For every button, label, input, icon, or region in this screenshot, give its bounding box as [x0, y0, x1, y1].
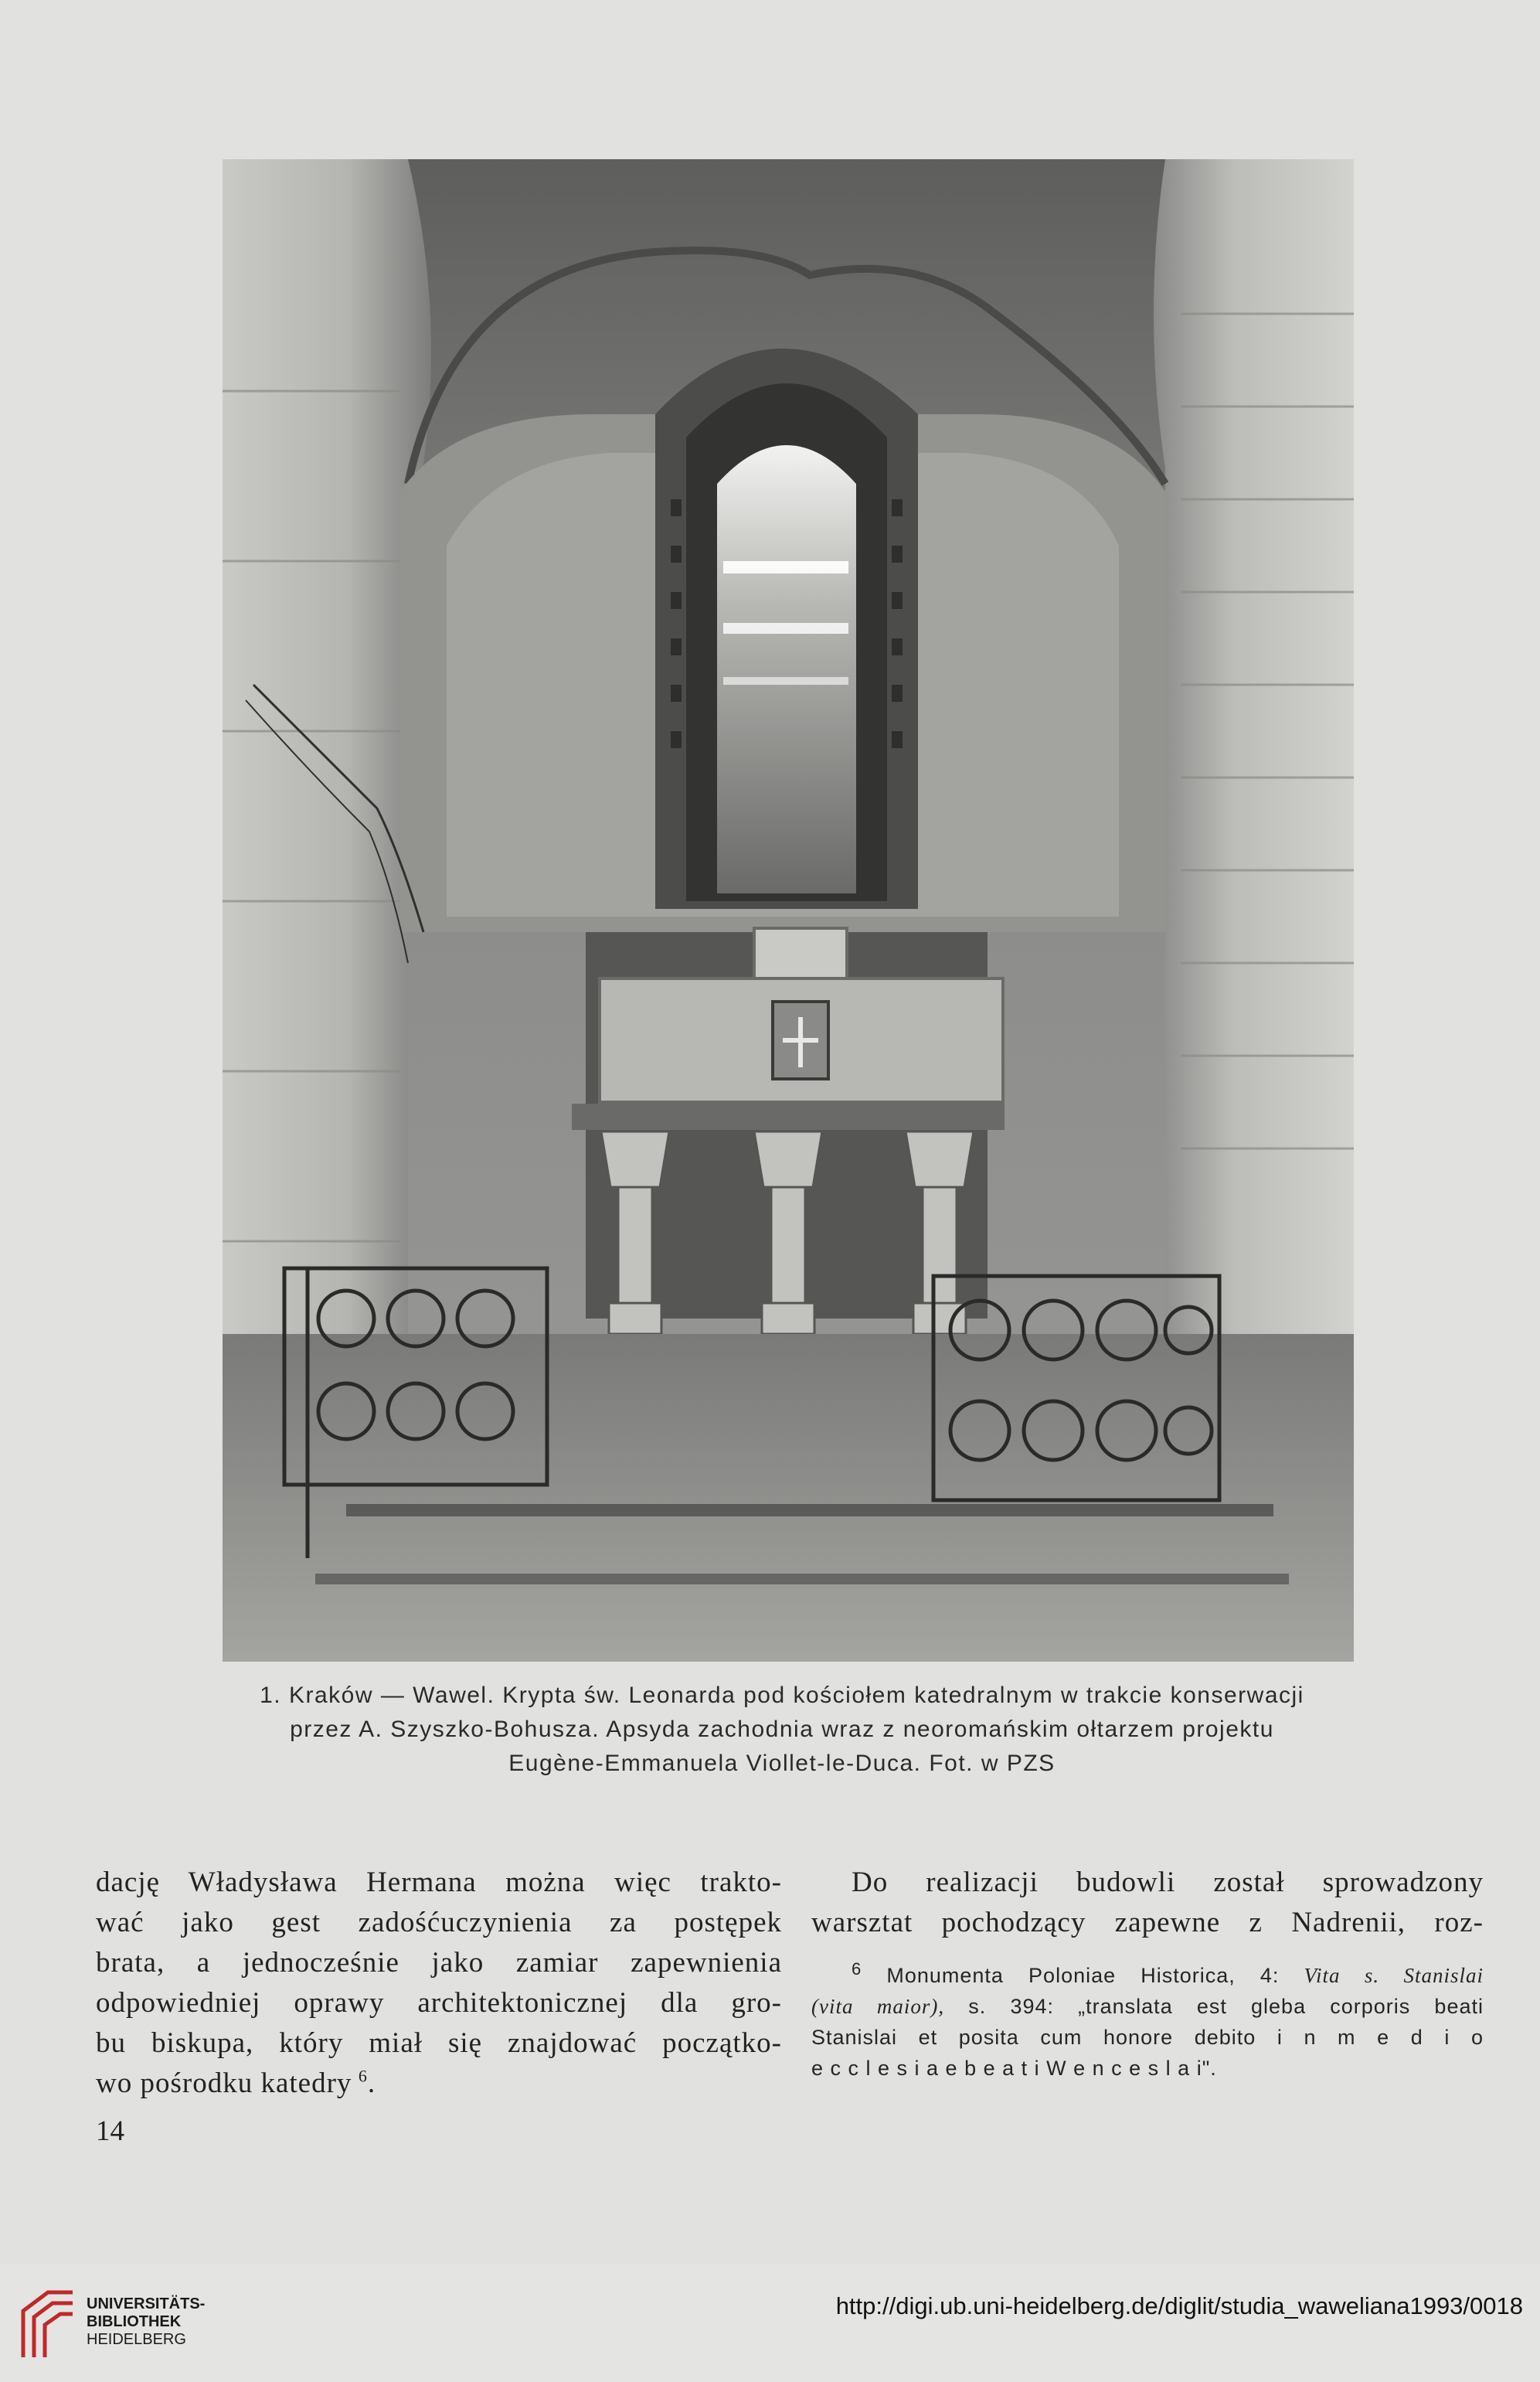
sentence-end: .	[367, 2067, 376, 2099]
text-line: bu biskupa, który miał się znajdować początko-	[96, 2027, 782, 2059]
text-line: dację Władysława Hermana można więc trakto-	[96, 1866, 782, 1898]
crypt-altar-image	[223, 159, 1354, 1662]
page-number: 14	[96, 2115, 124, 2147]
footnote	[811, 1960, 1484, 2084]
library-name-line: BIBLIOTHEK	[87, 2313, 182, 2330]
digitization-footer	[0, 2265, 1540, 2382]
caption-line: przez A. Szyszko-Bohusza. Apsyda zachodnia wraz z neoromańskim ołtarzem projektu	[290, 1717, 1274, 1742]
source-url-link[interactable]: http://digi.ub.uni-heidelberg.de/diglit/studia_waweliana1993/0018	[835, 2292, 1523, 2319]
text-line: odpowiedniej oprawy architektonicznej dla gro-	[96, 1987, 782, 2019]
text-line: brata, a jednocześnie jako zamiar zapewnienia	[96, 1947, 782, 1979]
body-column-right	[811, 1863, 1484, 2084]
footnote-text: s. 394: „translata est gleba corporis beati	[968, 1995, 1484, 2018]
footnote-line: e c c l e s i a e b e a t i W e n c e s l a i".	[811, 2057, 1217, 2080]
footnote-line: Stanislai et posita cum honore debito i n m e d i o	[811, 2026, 1484, 2049]
footnote-reference[interactable]: 6	[358, 2066, 368, 2086]
footnote-title: Vita s. Stanislai	[1304, 1964, 1484, 1987]
caption-line: 1. Kraków — Wawel. Krypta św. Leonarda pod kościołem katedralnym w trakcie konserwacji	[260, 1683, 1304, 1708]
footnote-line	[811, 1991, 1484, 2022]
library-logo-icon	[17, 2288, 79, 2362]
library-name	[87, 2295, 205, 2349]
library-name-line: UNIVERSITÄTS-	[87, 2295, 206, 2312]
text-line: Do realizacji budowli został sprowadzony	[852, 1866, 1484, 1898]
text-line: warsztat pochodzący zapewne z Nadrenii, roz-	[811, 1907, 1484, 1938]
footnote-title: (vita maior),	[811, 1995, 945, 2018]
footnote-text: Monumenta Poloniae Historica, 4:	[886, 1964, 1280, 1987]
text-line-final	[96, 2064, 782, 2104]
footnote-line	[811, 1960, 1484, 1991]
text-line-content: wo pośrodku katedry	[96, 2067, 352, 2099]
body-column-left	[96, 1863, 782, 2104]
crypt-photograph	[223, 159, 1354, 1662]
figure-caption	[202, 1679, 1362, 1781]
caption-line: Eugène-Emmanuela Viollet-le-Duca. Fot. w PZS	[508, 1751, 1056, 1776]
text-line: wać jako gest zadośćuczynienia za postępek	[96, 1907, 782, 1938]
footnote-number: 6	[852, 1959, 862, 1979]
library-name-line: HEIDELBERG	[87, 2331, 186, 2348]
